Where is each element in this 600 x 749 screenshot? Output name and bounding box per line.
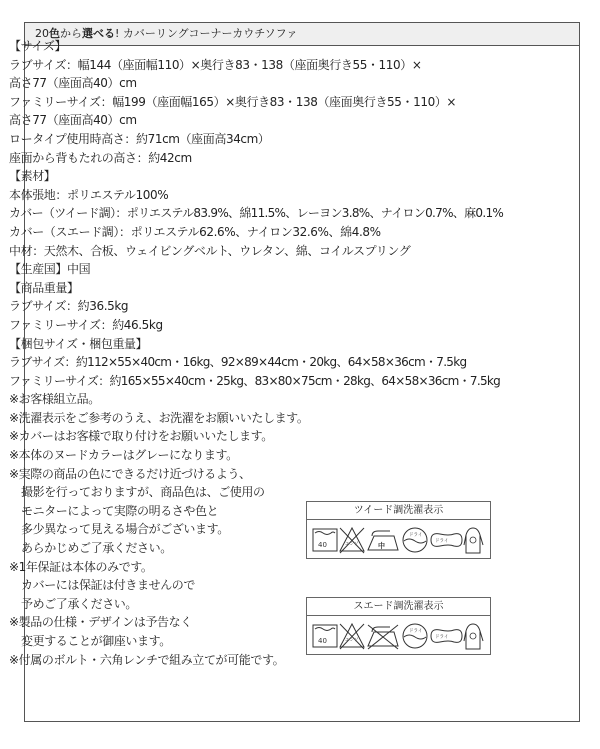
note-line: ※お客様組立品。: [9, 392, 100, 407]
spec-line: ロータイプ使用時高さ：約71cm（座面高34cm）: [9, 131, 270, 146]
wash-tub-icon: [313, 625, 337, 647]
spec-line: ラブサイズ：約36.5kg: [9, 299, 129, 314]
spec-line: ラブサイズ：約112×55×40cm・16kg、92×89×44cm・20kg、64×58×36cm・7.5kg: [9, 355, 467, 370]
section-heading: 【素材】: [9, 169, 56, 184]
title-emphasis: 選べる: [82, 27, 115, 40]
spec-line: カバー（ツイード調）：ポリエステル83.9%、綿11.5%、レーヨン3.8%、ナイロン0.7%、麻0.1%: [9, 206, 504, 221]
svg-text:エンソ: エンソ: [345, 638, 359, 643]
section-heading: 【サイズ】: [9, 39, 67, 53]
title-emphasis: 色: [49, 27, 60, 40]
title-text: から: [60, 27, 82, 40]
note-line: ※実際の商品の色にできるだけ近づけるよう、: [9, 466, 251, 481]
spec-line: 座面から背もたれの高さ：約42cm: [9, 150, 192, 165]
note-line: カバーには保証は付きませんので: [21, 578, 196, 593]
dry-clean-icon: [403, 624, 427, 648]
section-heading: 【商品重量】: [9, 280, 79, 295]
svg-text:エンソ: エンソ: [345, 542, 359, 547]
spec-text-block: [9, 37, 600, 669]
tweed-care-label-panel: [306, 501, 491, 559]
note-line: 予めご了承ください。: [21, 596, 138, 611]
note-line: 撮影を行っておりますが、商品色は、ご使用の: [21, 485, 265, 500]
svg-text:ドライ: ドライ: [435, 539, 449, 544]
note-line: ※製品の仕様・デザインは予告なく: [9, 615, 192, 630]
wash-tub-icon: [313, 529, 337, 551]
svg-text:中: 中: [378, 542, 385, 550]
title-text: 20: [35, 27, 49, 40]
note-line: ※1年保証は本体のみです。: [9, 559, 153, 574]
svg-text:ドライ: ドライ: [409, 533, 423, 538]
svg-text:40: 40: [318, 637, 327, 645]
suede-care-label-title: スエード調洗濯表示: [307, 598, 490, 616]
spec-line: ファミリーサイズ：幅199（座面幅165）×奥行き83・138（座面奥行き55・110）×: [9, 94, 457, 109]
note-line: モニターによって実際の明るさや色と: [21, 503, 219, 518]
tumble-dry-icon: [431, 630, 462, 643]
dry-clean-icon: [403, 528, 427, 552]
spec-line: 本体張地：ポリエステル100%: [9, 187, 169, 202]
suede-care-label-panel: [306, 597, 491, 655]
spec-line: ファミリーサイズ：約46.5kg: [9, 317, 163, 332]
tweed-care-icons: [312, 523, 485, 557]
spec-line: ラブサイズ：幅144（座面幅110）×奥行き83・138（座面奥行き55・110）×: [9, 57, 422, 72]
spec-line: 高さ77（座面高40）cm: [9, 113, 137, 128]
note-line: ※付属のボルト・六角レンチで組み立てが可能です。: [9, 652, 285, 667]
iron-medium-icon: [368, 531, 398, 550]
spec-line: 中材：天然木、合板、ウェイビングベルト、ウレタン、綿、コイルスプリング: [9, 243, 411, 258]
suede-care-icons: [312, 619, 485, 653]
spec-line: 高さ77（座面高40）cm: [9, 76, 137, 91]
svg-text:ドライ: ドライ: [435, 635, 449, 640]
section-heading: 【生産国】中国: [9, 262, 91, 277]
tumble-dry-icon: [431, 534, 462, 547]
section-heading: 【梱包サイズ・梱包重量】: [9, 336, 148, 351]
note-line: ※カバーはお客様で取り付けをお願いいたします。: [9, 429, 273, 444]
tweed-care-label-title: ツイード調洗濯表示: [307, 502, 490, 520]
note-line: あらかじめご了承ください。: [21, 541, 172, 556]
hand-wash-garment-icon: [464, 624, 483, 649]
svg-text:ドライ: ドライ: [409, 629, 423, 634]
title-text: ! カバーリングコーナーカウチソファ: [115, 27, 298, 40]
note-line: 多少異なって見える場合がございます。: [21, 522, 229, 537]
no-bleach-icon: [340, 528, 364, 553]
note-line: ※洗濯表示をご参考のうえ、お洗濯をお願いいたします。: [9, 410, 309, 425]
no-iron-icon: [368, 625, 398, 649]
note-line: 変更することが御座います。: [21, 634, 171, 648]
svg-text:40: 40: [318, 541, 327, 549]
note-line: ※本体のヌードカラーはグレーになります。: [9, 448, 238, 463]
spec-line: カバー（スエード調）：ポリエステル62.6%、ナイロン32.6%、綿4.8%: [9, 224, 381, 239]
no-bleach-icon: [340, 624, 364, 649]
hand-wash-garment-icon: [464, 528, 483, 553]
spec-line: ファミリーサイズ：約165×55×40cm・25kg、83×80×75cm・28kg、64×58×36cm・7.5kg: [9, 373, 501, 388]
